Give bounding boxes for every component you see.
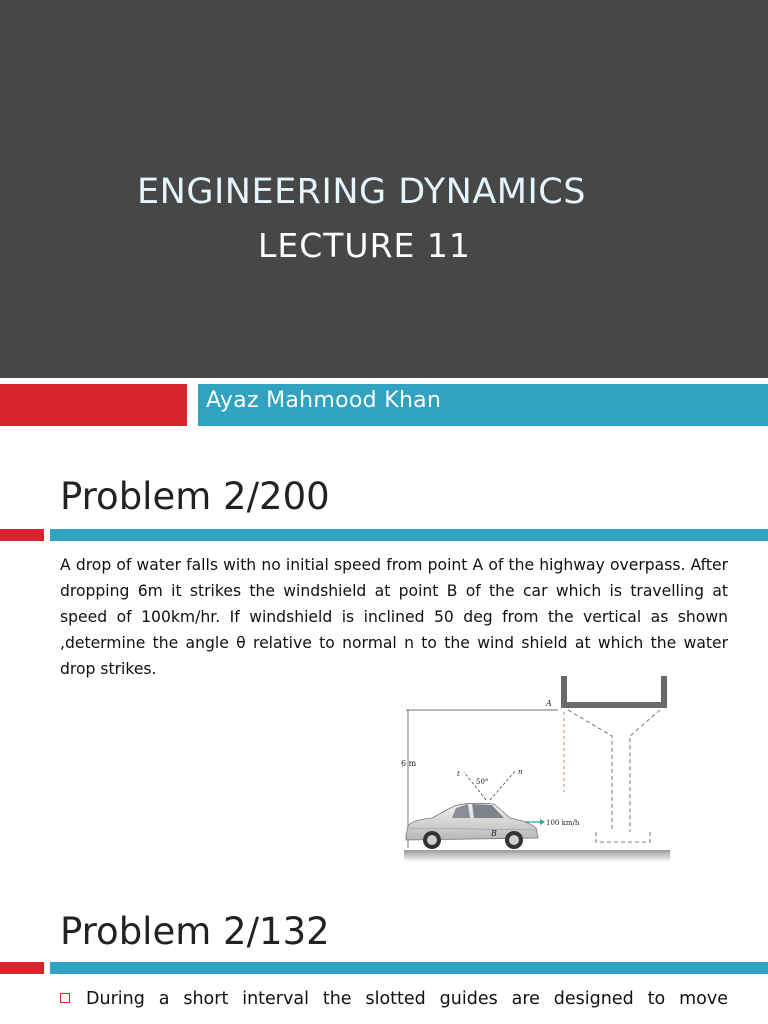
angle-label: 50° — [476, 778, 489, 786]
tangent-line — [464, 772, 489, 800]
problem-1-bar-red — [0, 529, 44, 541]
title-slide — [0, 0, 768, 378]
bullet-square-icon — [60, 993, 70, 1003]
overpass-pier — [568, 710, 660, 842]
height-label: 6 m — [401, 759, 417, 768]
slide-subtitle: LECTURE 11 — [258, 226, 471, 265]
speed-label: 100 km/h — [546, 819, 580, 827]
normal-line — [490, 770, 516, 800]
problem-1-bar-teal — [50, 529, 768, 541]
car-overpass-figure — [398, 672, 674, 864]
problem-2-bar-red — [0, 962, 44, 974]
problem-2-bar-teal — [50, 962, 768, 974]
author-name: Ayaz Mahmood Khan — [206, 388, 442, 413]
problem-2-heading: Problem 2/132 — [60, 910, 330, 953]
point-b-label: B — [491, 829, 497, 838]
problem-1-heading: Problem 2/200 — [60, 475, 330, 518]
ground — [404, 850, 670, 862]
point-a-label: A — [546, 699, 552, 708]
overpass-deck — [561, 702, 667, 708]
problem-1-text: A drop of water falls with no initial speed from point A of the highway overpass. After dropping 6m it strikes the windshield at point B of the car which is travelling at speed of 100km/hr. If windshield is inclined 50 deg from the vertical as shown ,determine the angle θ relative to normal n to the wind shield at which the water drop strikes. — [60, 556, 728, 678]
tangent-label: t — [457, 770, 460, 778]
speed-arrow-head — [540, 819, 545, 825]
overpass-rail-left — [561, 676, 567, 706]
car — [406, 803, 538, 849]
slide-title: ENGINEERING DYNAMICS — [137, 172, 586, 212]
author-bar-red — [0, 384, 187, 426]
normal-label: n — [518, 768, 523, 776]
overpass-rail-right — [661, 676, 667, 706]
problem-2-text: During a short interval the slotted guides are designed to move — [86, 989, 728, 1009]
